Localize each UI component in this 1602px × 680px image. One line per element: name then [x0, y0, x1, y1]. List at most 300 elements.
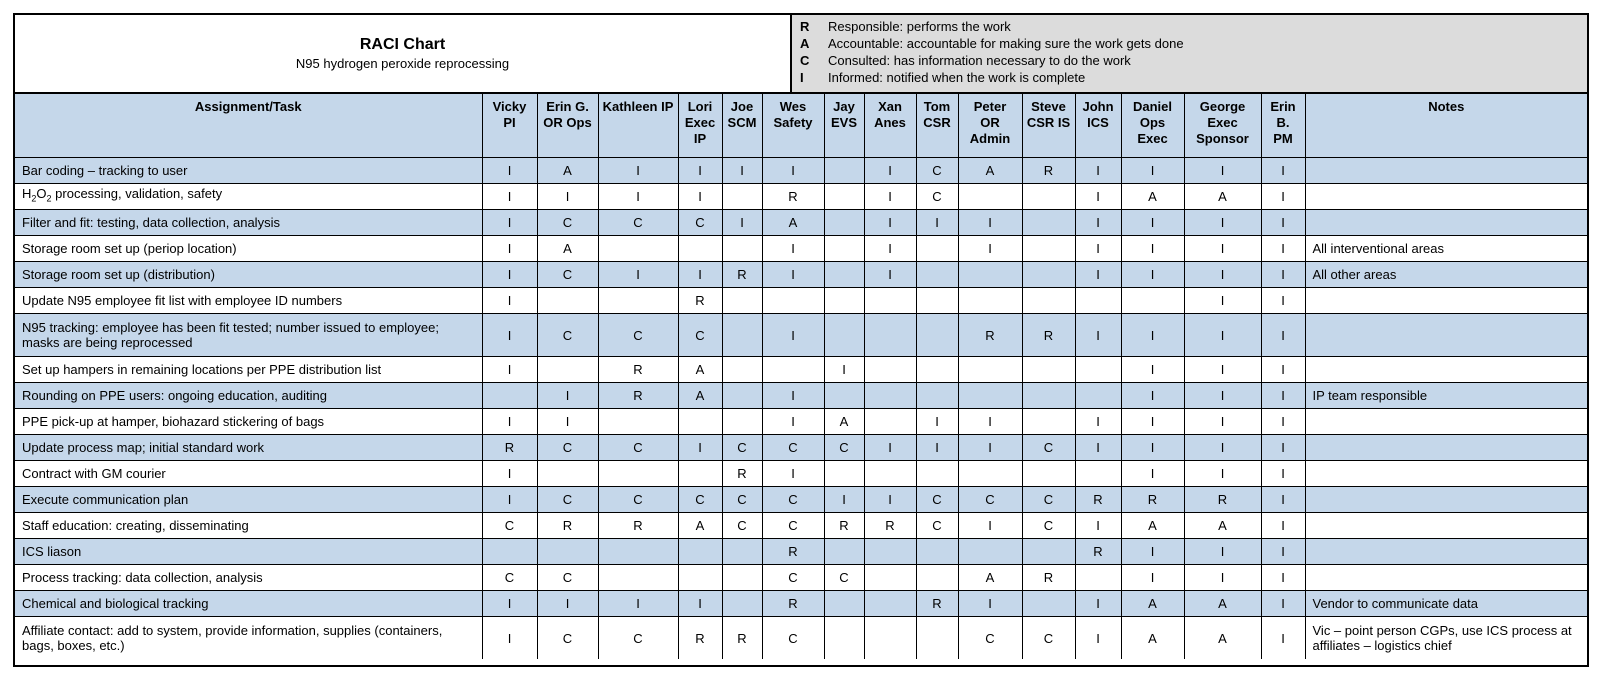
table-row — [15, 262, 1587, 288]
raci-cell: A — [1121, 591, 1184, 617]
raci-cell: A — [1184, 513, 1261, 539]
raci-cell — [1022, 357, 1075, 383]
table-row — [15, 591, 1587, 617]
raci-cell — [958, 539, 1022, 565]
column-header-person: Joe SCM — [722, 94, 762, 158]
raci-cell — [598, 565, 678, 591]
raci-cell — [824, 539, 864, 565]
raci-cell — [1121, 288, 1184, 314]
raci-cell: C — [1022, 487, 1075, 513]
raci-cell — [916, 262, 958, 288]
raci-cell: R — [1022, 565, 1075, 591]
raci-cell: A — [1184, 617, 1261, 660]
task-cell: Staff education: creating, disseminating — [15, 513, 482, 539]
raci-cell: I — [537, 383, 598, 409]
raci-cell: I — [482, 461, 537, 487]
raci-cell: I — [482, 262, 537, 288]
raci-cell — [824, 314, 864, 357]
raci-cell: C — [1022, 617, 1075, 660]
notes-cell — [1305, 158, 1587, 184]
column-header-person: John ICS — [1075, 94, 1121, 158]
raci-cell: I — [1075, 617, 1121, 660]
legend-text: Consulted: has information necessary to do the work — [828, 53, 1131, 68]
notes-cell: All interventional areas — [1305, 236, 1587, 262]
raci-cell — [916, 357, 958, 383]
task-cell: Rounding on PPE users: ongoing education, auditing — [15, 383, 482, 409]
raci-cell: I — [482, 487, 537, 513]
raci-cell — [1022, 539, 1075, 565]
raci-cell: I — [482, 288, 537, 314]
raci-cell: I — [958, 513, 1022, 539]
raci-cell: C — [678, 314, 722, 357]
task-cell: Set up hampers in remaining locations per PPE distribution list — [15, 357, 482, 383]
raci-cell: I — [1121, 435, 1184, 461]
raci-cell: I — [598, 184, 678, 210]
legend-text: Responsible: performs the work — [828, 19, 1011, 34]
raci-cell — [722, 383, 762, 409]
table-row — [15, 314, 1587, 357]
raci-cell: C — [537, 262, 598, 288]
notes-cell — [1305, 539, 1587, 565]
raci-cell: A — [678, 383, 722, 409]
raci-cell: R — [598, 513, 678, 539]
raci-cell: I — [1121, 539, 1184, 565]
raci-cell: R — [1075, 487, 1121, 513]
raci-cell — [824, 288, 864, 314]
raci-cell — [678, 236, 722, 262]
notes-cell — [1305, 565, 1587, 591]
raci-cell: R — [722, 461, 762, 487]
raci-cell: C — [722, 513, 762, 539]
notes-cell — [1305, 184, 1587, 210]
raci-cell: C — [482, 513, 537, 539]
column-header-person: Erin G. OR Ops — [537, 94, 598, 158]
raci-cell — [722, 236, 762, 262]
raci-cell — [864, 591, 916, 617]
notes-cell — [1305, 288, 1587, 314]
raci-cell: C — [598, 617, 678, 660]
raci-cell: C — [916, 158, 958, 184]
task-cell: Storage room set up (distribution) — [15, 262, 482, 288]
raci-cell: I — [1121, 158, 1184, 184]
raci-cell: I — [1261, 357, 1305, 383]
raci-cell: I — [1184, 461, 1261, 487]
raci-cell: C — [537, 565, 598, 591]
raci-cell — [824, 383, 864, 409]
raci-cell: I — [1261, 383, 1305, 409]
table-row — [15, 158, 1587, 184]
raci-cell: I — [958, 435, 1022, 461]
raci-cell: I — [1261, 591, 1305, 617]
raci-cell: A — [762, 210, 824, 236]
raci-cell: I — [1261, 236, 1305, 262]
raci-cell: C — [1022, 513, 1075, 539]
raci-cell: C — [762, 487, 824, 513]
raci-cell — [864, 288, 916, 314]
raci-cell: A — [958, 565, 1022, 591]
raci-cell — [537, 288, 598, 314]
raci-cell: C — [537, 435, 598, 461]
raci-cell: I — [1184, 314, 1261, 357]
notes-cell — [1305, 487, 1587, 513]
raci-cell: I — [598, 158, 678, 184]
raci-cell — [722, 409, 762, 435]
raci-cell: I — [1075, 210, 1121, 236]
raci-cell: C — [598, 435, 678, 461]
raci-cell — [722, 288, 762, 314]
raci-cell: R — [1075, 539, 1121, 565]
notes-cell — [1305, 357, 1587, 383]
raci-cell: I — [1184, 158, 1261, 184]
notes-cell — [1305, 409, 1587, 435]
raci-cell: I — [482, 210, 537, 236]
raci-cell — [1075, 565, 1121, 591]
raci-cell — [1075, 461, 1121, 487]
raci-cell — [824, 184, 864, 210]
raci-cell — [958, 383, 1022, 409]
raci-cell — [678, 539, 722, 565]
raci-cell — [864, 383, 916, 409]
raci-cell: I — [678, 158, 722, 184]
raci-cell: I — [864, 435, 916, 461]
raci-cell: I — [1075, 409, 1121, 435]
raci-legend — [792, 15, 1587, 92]
raci-cell: I — [864, 158, 916, 184]
raci-cell — [482, 383, 537, 409]
column-header-person: Peter OR Admin — [958, 94, 1022, 158]
raci-cell: A — [824, 409, 864, 435]
raci-cell: C — [598, 314, 678, 357]
raci-cell — [1022, 409, 1075, 435]
task-cell: N95 tracking: employee has been fit tested; number issued to employee; masks are being reprocessed — [15, 314, 482, 357]
legend-item — [800, 52, 1587, 69]
table-row — [15, 184, 1587, 210]
raci-cell — [958, 262, 1022, 288]
notes-cell — [1305, 210, 1587, 236]
raci-cell: A — [1184, 184, 1261, 210]
column-header-task: Assignment/Task — [15, 94, 482, 158]
raci-cell — [762, 357, 824, 383]
raci-cell — [598, 409, 678, 435]
raci-cell — [722, 565, 762, 591]
raci-cell: R — [598, 383, 678, 409]
raci-cell: I — [482, 314, 537, 357]
raci-cell: A — [537, 236, 598, 262]
raci-cell: I — [482, 357, 537, 383]
raci-cell: A — [1121, 617, 1184, 660]
raci-cell: C — [537, 617, 598, 660]
task-cell: Filter and fit: testing, data collection, analysis — [15, 210, 482, 236]
raci-cell: R — [762, 184, 824, 210]
raci-cell: A — [678, 513, 722, 539]
column-header-person: Steve CSR IS — [1022, 94, 1075, 158]
raci-cell: I — [482, 236, 537, 262]
raci-cell: I — [916, 210, 958, 236]
raci-cell — [958, 288, 1022, 314]
raci-cell — [537, 357, 598, 383]
raci-cell: I — [762, 262, 824, 288]
raci-cell — [1022, 236, 1075, 262]
raci-cell: I — [762, 383, 824, 409]
raci-cell — [864, 409, 916, 435]
task-cell: Storage room set up (periop location) — [15, 236, 482, 262]
table-row — [15, 565, 1587, 591]
legend-item — [800, 69, 1587, 86]
raci-cell — [824, 210, 864, 236]
raci-cell: I — [1121, 357, 1184, 383]
raci-cell: R — [1022, 314, 1075, 357]
raci-cell — [482, 539, 537, 565]
raci-cell: I — [762, 158, 824, 184]
raci-cell: C — [958, 617, 1022, 660]
document-header — [15, 15, 1587, 94]
raci-cell: I — [722, 210, 762, 236]
raci-cell — [598, 288, 678, 314]
raci-cell — [722, 539, 762, 565]
legend-item — [800, 35, 1587, 52]
raci-cell — [916, 236, 958, 262]
raci-cell: I — [916, 435, 958, 461]
raci-cell: I — [482, 409, 537, 435]
raci-cell: C — [762, 435, 824, 461]
raci-cell: I — [1261, 435, 1305, 461]
raci-cell: I — [1261, 262, 1305, 288]
raci-cell: C — [678, 487, 722, 513]
raci-cell — [864, 357, 916, 383]
notes-cell: IP team responsible — [1305, 383, 1587, 409]
raci-cell: I — [722, 158, 762, 184]
raci-cell: C — [482, 565, 537, 591]
raci-cell: I — [958, 236, 1022, 262]
raci-cell: I — [1121, 565, 1184, 591]
raci-cell — [824, 617, 864, 660]
raci-cell — [958, 357, 1022, 383]
raci-cell: I — [482, 617, 537, 660]
raci-cell — [678, 409, 722, 435]
raci-cell: R — [1121, 487, 1184, 513]
raci-cell — [1075, 383, 1121, 409]
raci-cell: A — [1121, 184, 1184, 210]
raci-cell: I — [1261, 513, 1305, 539]
chart-subtitle: N95 hydrogen peroxide reprocessing — [295, 56, 510, 71]
raci-cell: C — [537, 487, 598, 513]
raci-cell: I — [1261, 314, 1305, 357]
raci-cell: I — [1261, 158, 1305, 184]
task-cell: Update process map; initial standard work — [15, 435, 482, 461]
notes-cell — [1305, 513, 1587, 539]
column-header-person: Daniel Ops Exec — [1121, 94, 1184, 158]
raci-cell — [1022, 591, 1075, 617]
raci-cell: I — [537, 409, 598, 435]
raci-cell — [916, 314, 958, 357]
raci-cell: C — [958, 487, 1022, 513]
raci-cell — [958, 184, 1022, 210]
raci-cell: I — [1121, 409, 1184, 435]
column-header-person: Erin B. PM — [1261, 94, 1305, 158]
task-cell: Update N95 employee fit list with employee ID numbers — [15, 288, 482, 314]
raci-cell: R — [537, 513, 598, 539]
raci-cell — [916, 288, 958, 314]
raci-cell: I — [958, 210, 1022, 236]
raci-cell: I — [1075, 158, 1121, 184]
raci-cell — [824, 461, 864, 487]
raci-cell: I — [1184, 383, 1261, 409]
table-row — [15, 210, 1587, 236]
task-cell: Affiliate contact: add to system, provide information, supplies (containers, bags, boxes, etc.) — [15, 617, 482, 660]
raci-cell — [958, 461, 1022, 487]
raci-cell — [722, 184, 762, 210]
raci-cell: I — [1121, 210, 1184, 236]
raci-cell: C — [762, 617, 824, 660]
table-row — [15, 236, 1587, 262]
raci-cell: R — [482, 435, 537, 461]
raci-table — [15, 94, 1587, 659]
raci-cell — [864, 314, 916, 357]
raci-cell: I — [1075, 513, 1121, 539]
raci-cell: R — [958, 314, 1022, 357]
raci-cell: C — [678, 210, 722, 236]
notes-cell — [1305, 435, 1587, 461]
task-cell: Contract with GM courier — [15, 461, 482, 487]
raci-cell: R — [916, 591, 958, 617]
raci-cell: I — [958, 409, 1022, 435]
raci-cell: I — [598, 591, 678, 617]
notes-cell — [1305, 461, 1587, 487]
raci-cell: I — [864, 487, 916, 513]
raci-cell: A — [678, 357, 722, 383]
raci-cell: I — [1075, 435, 1121, 461]
raci-cell: I — [864, 262, 916, 288]
raci-cell: I — [1075, 184, 1121, 210]
notes-cell — [1305, 314, 1587, 357]
raci-cell — [1022, 184, 1075, 210]
legend-key: C — [800, 53, 810, 68]
column-header-person: Xan Anes — [864, 94, 916, 158]
raci-cell — [598, 461, 678, 487]
raci-cell: C — [762, 513, 824, 539]
raci-cell — [537, 539, 598, 565]
raci-cell — [864, 617, 916, 660]
raci-cell: I — [1075, 591, 1121, 617]
raci-cell: I — [1261, 461, 1305, 487]
raci-cell: I — [1184, 210, 1261, 236]
raci-cell: I — [762, 314, 824, 357]
raci-cell: R — [1022, 158, 1075, 184]
raci-cell — [722, 591, 762, 617]
raci-cell: I — [678, 262, 722, 288]
raci-cell: C — [916, 487, 958, 513]
raci-cell: I — [1261, 487, 1305, 513]
raci-cell: I — [1261, 409, 1305, 435]
raci-cell: I — [482, 591, 537, 617]
table-row — [15, 383, 1587, 409]
task-cell: Bar coding – tracking to user — [15, 158, 482, 184]
raci-cell: R — [864, 513, 916, 539]
raci-cell: C — [722, 487, 762, 513]
task-cell: $H_2O_2$ processing, validation, safety — [15, 184, 482, 210]
raci-cell — [824, 236, 864, 262]
raci-cell: I — [537, 591, 598, 617]
raci-cell: I — [678, 591, 722, 617]
raci-cell: I — [537, 184, 598, 210]
task-cell: Process tracking: data collection, analysis — [15, 565, 482, 591]
task-cell: PPE pick-up at hamper, biohazard stickering of bags — [15, 409, 482, 435]
notes-cell: Vendor to communicate data — [1305, 591, 1587, 617]
table-row — [15, 539, 1587, 565]
raci-cell: I — [482, 158, 537, 184]
raci-cell: R — [824, 513, 864, 539]
raci-document — [13, 13, 1589, 667]
table-row — [15, 461, 1587, 487]
raci-cell — [1022, 210, 1075, 236]
legend-text: Informed: notified when the work is complete — [828, 70, 1086, 85]
raci-cell — [762, 288, 824, 314]
raci-cell: A — [1121, 513, 1184, 539]
raci-cell: R — [762, 539, 824, 565]
raci-cell: I — [824, 487, 864, 513]
chart-title: RACI Chart — [359, 36, 446, 53]
task-cell: Chemical and biological tracking — [15, 591, 482, 617]
raci-cell — [1022, 461, 1075, 487]
raci-cell: C — [537, 314, 598, 357]
raci-cell: I — [1261, 539, 1305, 565]
raci-cell: A — [537, 158, 598, 184]
column-header-person: Tom CSR — [916, 94, 958, 158]
raci-cell: I — [1075, 314, 1121, 357]
raci-cell: R — [678, 617, 722, 660]
raci-cell: I — [864, 210, 916, 236]
raci-cell: I — [762, 461, 824, 487]
notes-cell: All other areas — [1305, 262, 1587, 288]
legend-key: A — [800, 36, 810, 51]
raci-cell: R — [762, 591, 824, 617]
raci-cell — [824, 591, 864, 617]
raci-cell — [864, 565, 916, 591]
legend-item — [800, 18, 1587, 35]
table-row — [15, 487, 1587, 513]
raci-cell: I — [1121, 236, 1184, 262]
raci-cell — [864, 461, 916, 487]
raci-cell — [1022, 288, 1075, 314]
raci-cell: C — [537, 210, 598, 236]
raci-cell — [598, 539, 678, 565]
raci-cell: I — [1184, 539, 1261, 565]
raci-cell: C — [824, 435, 864, 461]
raci-cell: C — [598, 210, 678, 236]
raci-cell — [824, 262, 864, 288]
title-box — [15, 15, 792, 92]
raci-cell: I — [824, 357, 864, 383]
raci-cell: C — [762, 565, 824, 591]
raci-cell: R — [598, 357, 678, 383]
raci-cell: R — [722, 262, 762, 288]
raci-cell: I — [678, 435, 722, 461]
task-cell: Execute communication plan — [15, 487, 482, 513]
raci-cell: C — [1022, 435, 1075, 461]
table-row — [15, 513, 1587, 539]
raci-cell: I — [864, 184, 916, 210]
raci-cell — [824, 158, 864, 184]
task-cell: ICS liason — [15, 539, 482, 565]
raci-cell: R — [722, 617, 762, 660]
column-header-person: George Exec Sponsor — [1184, 94, 1261, 158]
raci-cell: C — [916, 513, 958, 539]
raci-cell: C — [598, 487, 678, 513]
table-body — [15, 158, 1587, 660]
raci-cell: I — [1261, 617, 1305, 660]
column-header-person: Wes Safety — [762, 94, 824, 158]
raci-cell — [537, 461, 598, 487]
